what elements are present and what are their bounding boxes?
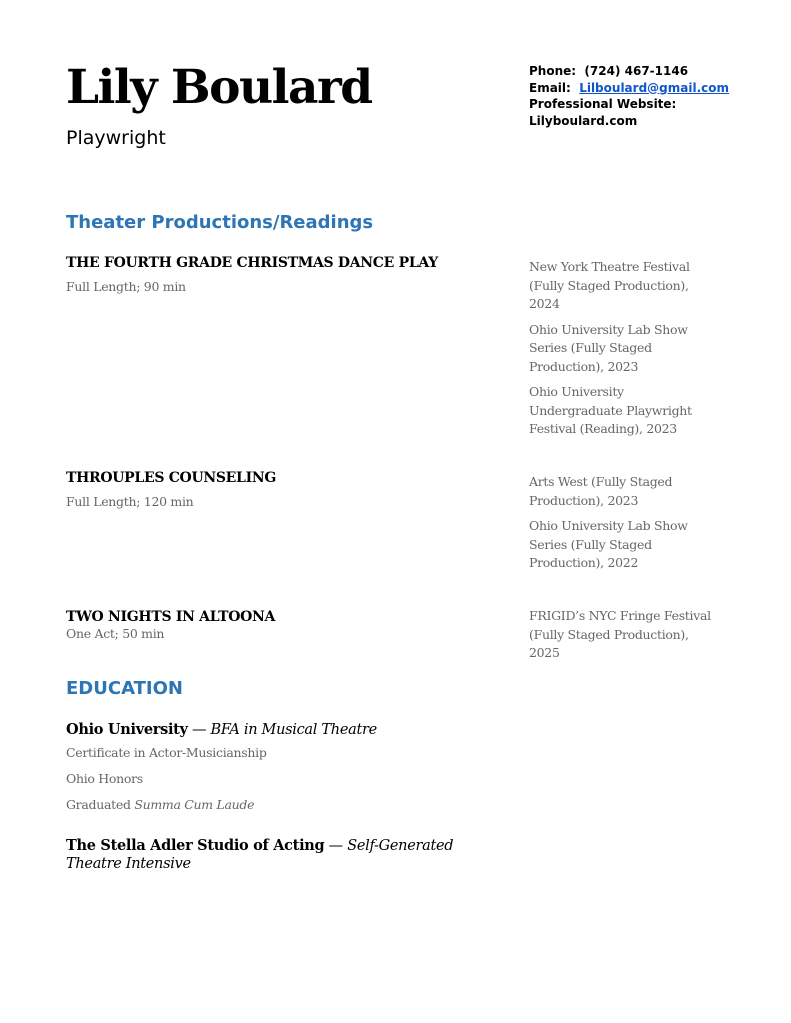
email-line <box>529 80 729 97</box>
name-heading: Lily Boulard <box>66 60 372 115</box>
title-separator: — <box>187 722 211 738</box>
production-item: FRIGID’s NYC Fringe Festival (Fully Staged Production), 2025 <box>529 608 711 660</box>
role-subtitle: Playwright <box>66 127 166 149</box>
education-graduated <box>66 797 254 812</box>
play-title: TWO NIGHTS IN ALTOONA <box>66 609 276 625</box>
email-link[interactable]: Lilboulard@gmail.com <box>579 80 729 95</box>
title-separator: — <box>324 838 348 854</box>
website-value: Lilyboulard.com <box>529 113 638 128</box>
production-item: Arts West (Fully Staged Production), 2023 <box>529 474 673 508</box>
phone-line <box>529 63 729 80</box>
school-name: Ohio University <box>66 721 188 738</box>
website-label: Professional Website: <box>529 97 677 111</box>
phone-value: (724) 467-1146 <box>584 64 689 78</box>
school-name: The Stella Adler Studio of Acting <box>66 837 325 854</box>
education-detail: Ohio Honors <box>66 771 143 786</box>
graduated-honor: Summa Cum Laude <box>134 797 255 812</box>
education-entry-title <box>66 721 486 739</box>
production-list <box>529 473 719 580</box>
education-detail: Certificate in Actor-Musicianship <box>66 745 267 760</box>
play-title: THROUPLES COUNSELING <box>66 470 276 486</box>
production-list <box>529 258 719 446</box>
play-details: Full Length; 90 min <box>66 279 186 294</box>
production-item: Ohio University Undergraduate Playwright Festival (Reading), 2023 <box>529 384 692 436</box>
phone-label: Phone: <box>529 64 577 78</box>
education-entry-title <box>66 837 486 873</box>
play-details: One Act; 50 min <box>66 626 165 641</box>
production-item: Ohio University Lab Show Series (Fully Staged Production), 2022 <box>529 518 688 570</box>
education-heading: EDUCATION <box>66 678 183 699</box>
play-details: Full Length; 120 min <box>66 494 194 509</box>
production-item: New York Theatre Festival (Fully Staged Production), 2024 <box>529 259 690 311</box>
degree-name: Self-Generated Theatre Intensive <box>66 838 454 872</box>
degree-name: BFA in Musical Theatre <box>210 722 377 738</box>
email-label: Email: <box>529 80 571 95</box>
production-list <box>529 607 719 670</box>
productions-heading: Theater Productions/Readings <box>66 212 374 233</box>
production-item: Ohio University Lab Show Series (Fully Staged Production), 2023 <box>529 321 688 374</box>
graduated-prefix: Graduated <box>66 797 135 812</box>
play-title: THE FOURTH GRADE CHRISTMAS DANCE PLAY <box>66 255 438 271</box>
contact-block <box>529 63 729 129</box>
